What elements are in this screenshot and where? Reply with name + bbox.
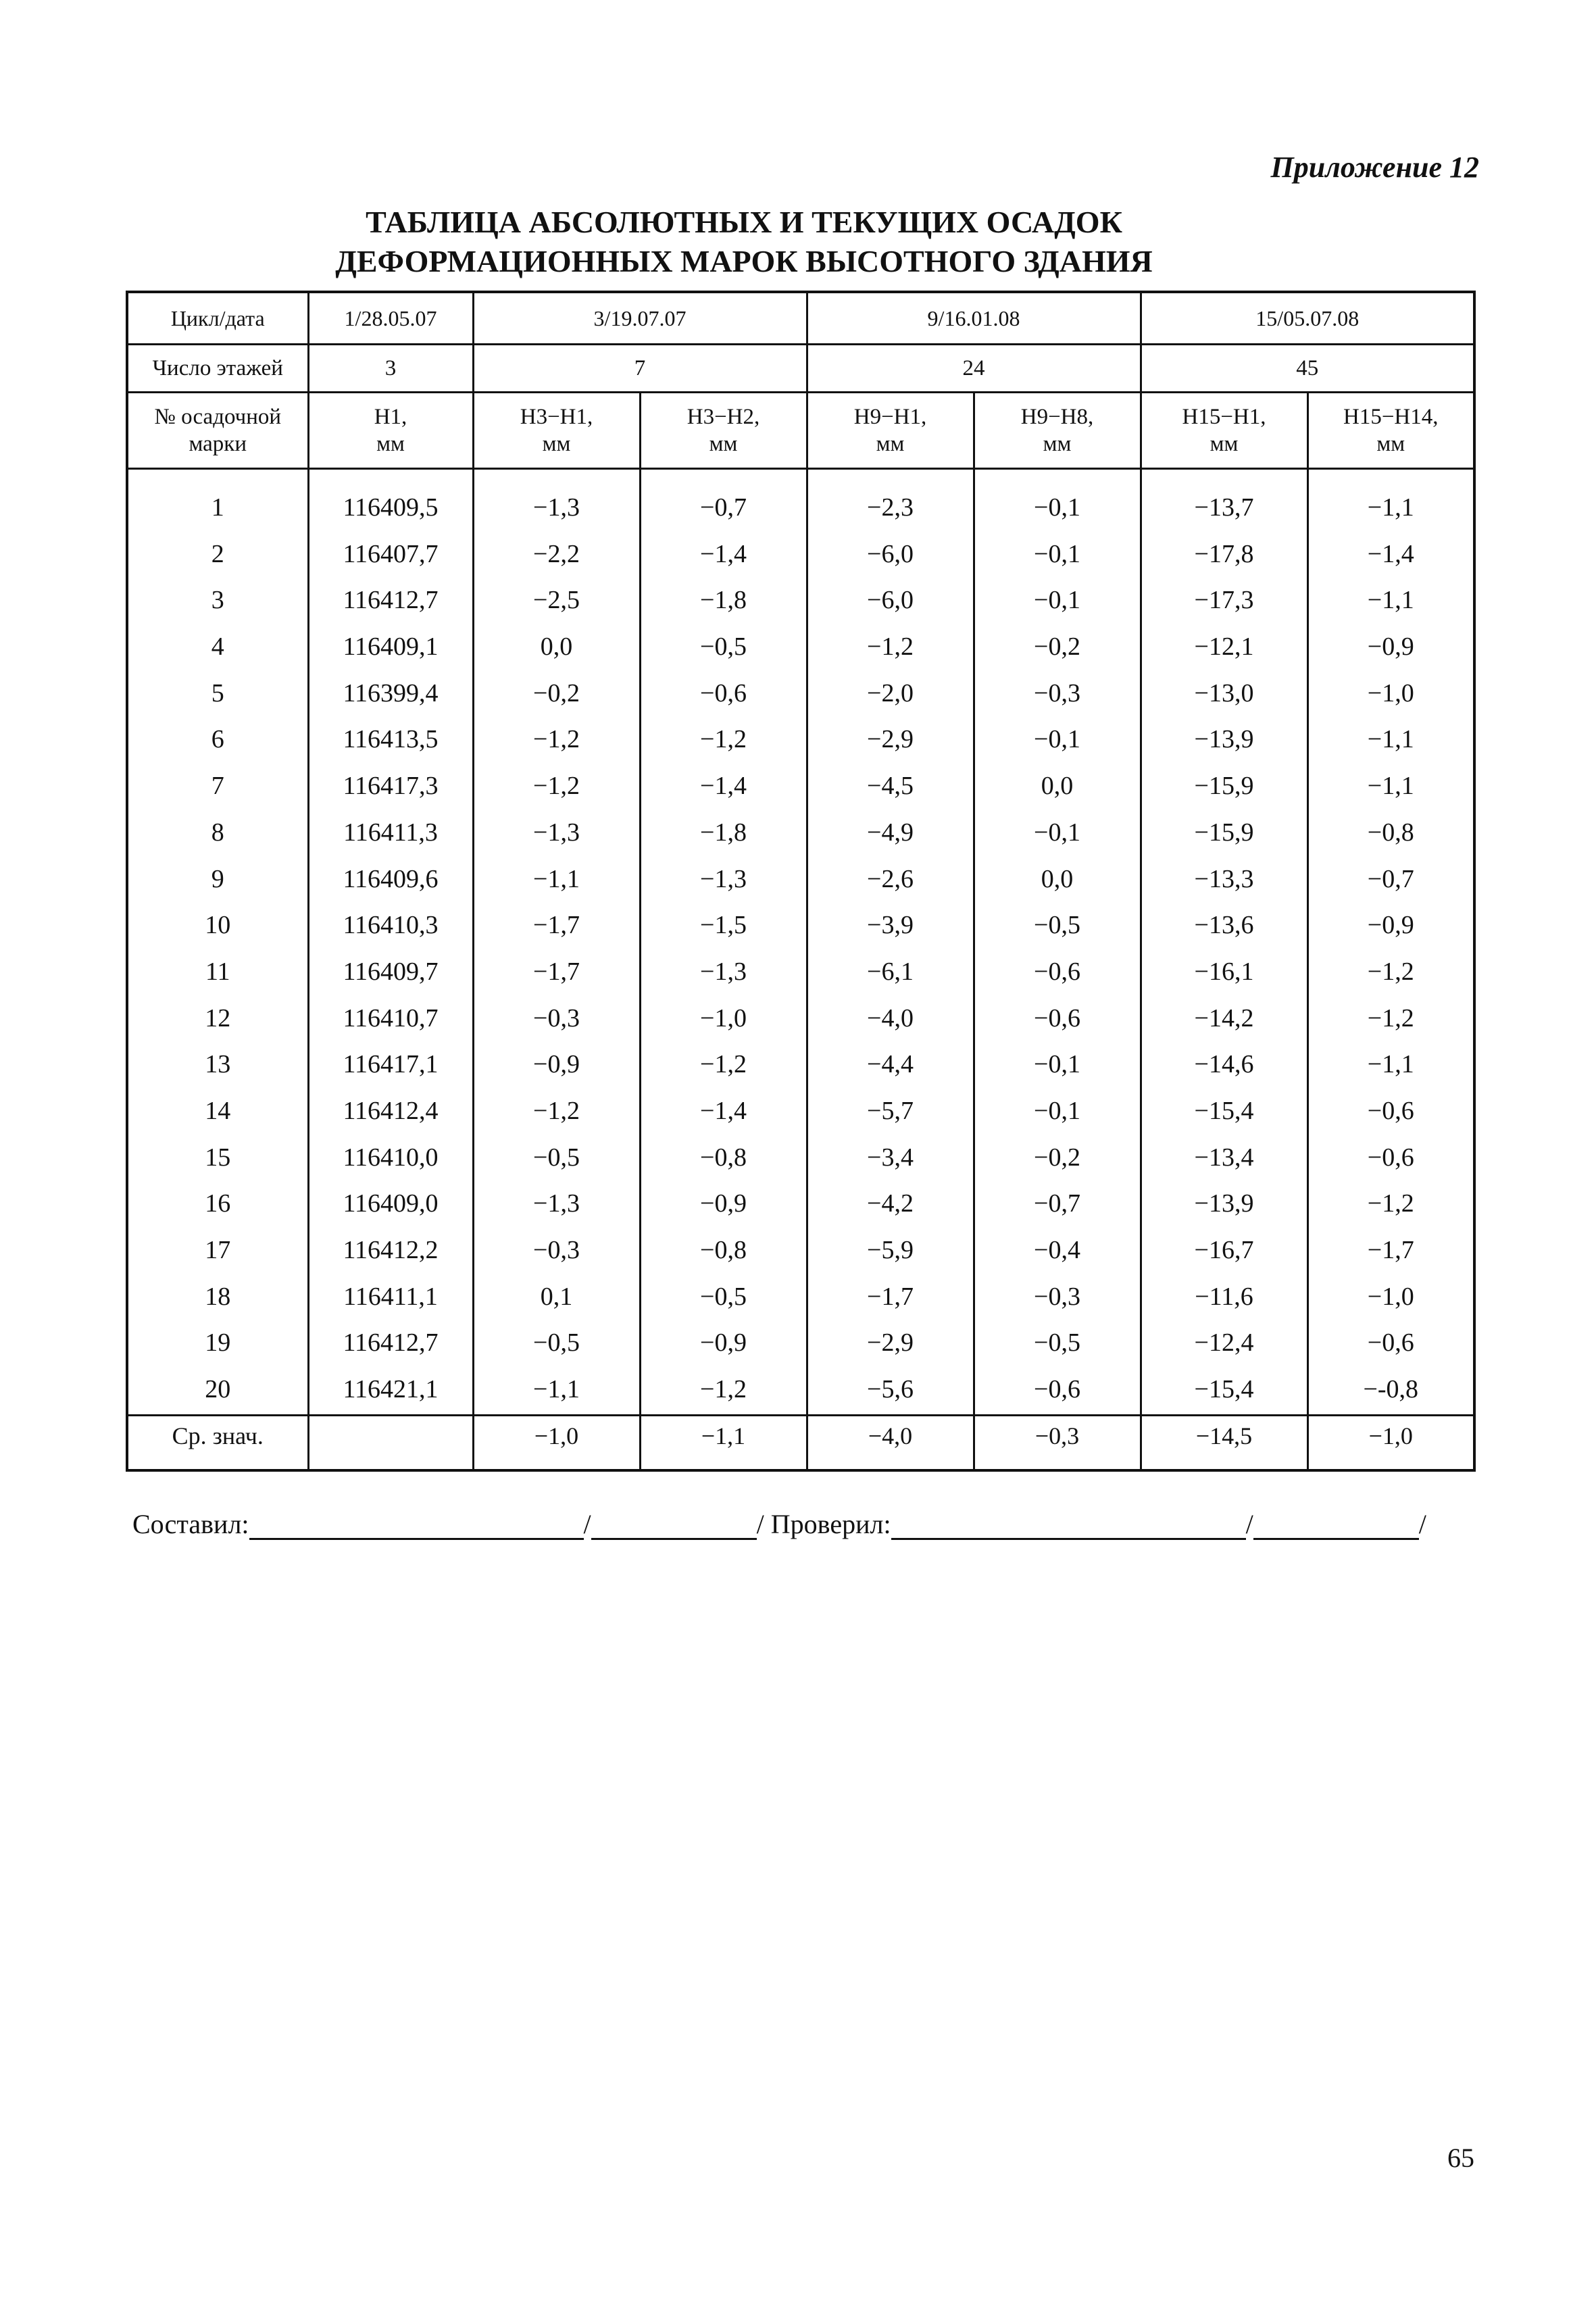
value-cell: −13,6 xyxy=(1194,911,1254,940)
value-cell: −16,7 xyxy=(1194,1236,1254,1264)
column-header-name: H9−H8, xyxy=(1020,405,1094,429)
value-cell: −1,7 xyxy=(533,957,580,986)
settlement-table xyxy=(126,291,1476,1472)
value-cell: 0,1 xyxy=(540,1282,573,1311)
value-cell: −1,1 xyxy=(1367,493,1414,522)
mark-number-cell: 7 xyxy=(211,772,224,801)
value-cell: 0,0 xyxy=(1041,864,1074,893)
value-cell: −2,3 xyxy=(867,493,914,522)
value-cell: −0,1 xyxy=(1034,586,1080,615)
value-cell: −11,6 xyxy=(1195,1282,1253,1311)
average-cell: −1,0 xyxy=(1307,1416,1474,1471)
mark-number-cell: 19 xyxy=(205,1328,231,1358)
value-cell: −1,2 xyxy=(700,1050,747,1079)
value-cell: −4,2 xyxy=(867,1189,914,1218)
mark-number-cell: 11 xyxy=(205,957,230,986)
value-cell: −5,7 xyxy=(867,1096,914,1125)
value-cell: −0,6 xyxy=(700,678,747,707)
value-cell: −0,1 xyxy=(1034,1096,1080,1125)
separator: / xyxy=(583,1509,591,1539)
column-header-name: H3−H1, xyxy=(520,405,593,429)
mark-number-cell: 9 xyxy=(211,864,224,893)
average-cell: −14,5 xyxy=(1141,1416,1307,1471)
mark-number-cell: 4 xyxy=(211,632,224,662)
value-cell: −4,4 xyxy=(867,1050,914,1079)
value-cell: −0,5 xyxy=(533,1143,580,1172)
value-cell: −0,9 xyxy=(700,1189,747,1218)
column-header xyxy=(807,393,974,469)
value-cell: −1,2 xyxy=(533,772,580,801)
value-cell: 116409,7 xyxy=(343,957,439,986)
checked-by-label: Проверил: xyxy=(770,1509,891,1539)
value-cell: −4,5 xyxy=(867,772,914,801)
value-cell: −2,9 xyxy=(867,1328,914,1358)
value-cell: −1,0 xyxy=(1367,678,1414,707)
column-header-name: H9−H1, xyxy=(853,405,927,429)
mark-number-cell: 14 xyxy=(205,1096,231,1125)
value-cell: −14,2 xyxy=(1194,1003,1254,1032)
value-cell: −0,9 xyxy=(700,1328,747,1358)
value-cell: −13,9 xyxy=(1194,725,1254,754)
floors-cell: 24 xyxy=(807,345,1141,393)
mark-number-cell: 18 xyxy=(205,1282,231,1311)
value-cell: −1,0 xyxy=(700,1003,747,1032)
value-cell: −0,6 xyxy=(1034,957,1080,986)
value-cell: −15,9 xyxy=(1194,818,1254,847)
floors-cell: 45 xyxy=(1141,345,1474,393)
average-cell: −4,0 xyxy=(807,1416,974,1471)
value-cell: 116407,7 xyxy=(343,539,439,568)
value-cell: −1,2 xyxy=(533,1096,580,1125)
mark-number-cell: 2 xyxy=(211,539,224,568)
compiled-by-signature-line[interactable] xyxy=(591,1514,757,1540)
average-cell: −0,3 xyxy=(974,1416,1141,1471)
value-cell: 116399,4 xyxy=(343,678,439,707)
value-cell: −1,2 xyxy=(1367,1189,1414,1218)
mark-number-cell: 12 xyxy=(205,1003,231,1032)
checked-by-signature-line[interactable] xyxy=(1253,1514,1419,1540)
value-cell: −6,0 xyxy=(867,586,914,615)
value-cell: −1,2 xyxy=(533,725,580,754)
column-header-unit: мм xyxy=(376,432,405,456)
value-cell: 116410,7 xyxy=(343,1003,439,1032)
value-cell: −13,7 xyxy=(1194,493,1254,522)
title-line-1: ТАБЛИЦА АБСОЛЮТНЫХ И ТЕКУЩИХ ОСАДОК xyxy=(366,205,1122,239)
value-cell: −0,1 xyxy=(1034,539,1080,568)
document-title xyxy=(0,203,1596,281)
value-column xyxy=(1307,469,1474,1416)
value-cell: −0,2 xyxy=(1034,1143,1080,1172)
value-cell: 0,0 xyxy=(540,632,573,662)
column-header-name: H1, xyxy=(374,405,407,429)
column-header xyxy=(640,393,807,469)
floors-cell: 7 xyxy=(473,345,807,393)
column-header xyxy=(974,393,1141,469)
value-cell: −1,0 xyxy=(1367,1282,1414,1311)
value-cell: −0,9 xyxy=(533,1050,580,1079)
column-header-unit: мм xyxy=(876,432,905,456)
value-cell: −0,2 xyxy=(1034,632,1080,662)
value-cell: −15,9 xyxy=(1194,772,1254,801)
value-column xyxy=(640,469,807,1416)
value-cell: −0,6 xyxy=(1367,1096,1414,1125)
value-cell: −1,2 xyxy=(1367,957,1414,986)
value-cell: −0,1 xyxy=(1034,725,1080,754)
mark-number-header-line1: № осадочной xyxy=(154,405,282,429)
value-column xyxy=(473,469,640,1416)
value-cell: −1,7 xyxy=(867,1282,914,1311)
value-cell: −0,5 xyxy=(533,1328,580,1358)
value-cell: −1,8 xyxy=(700,586,747,615)
value-cell: −6,0 xyxy=(867,539,914,568)
value-cell: −0,2 xyxy=(533,678,580,707)
cycle-date-cell: 1/28.05.07 xyxy=(308,292,473,345)
value-cell: −1,1 xyxy=(1367,1050,1414,1079)
value-cell: −5,9 xyxy=(867,1236,914,1264)
value-cell: 116417,1 xyxy=(343,1050,439,1079)
mark-number-cell: 10 xyxy=(205,911,231,940)
value-cell: −2,5 xyxy=(533,586,580,615)
value-cell: −6,1 xyxy=(867,957,914,986)
value-cell: −3,9 xyxy=(867,911,914,940)
value-cell: −2,6 xyxy=(867,864,914,893)
value-cell: 116409,0 xyxy=(343,1189,439,1218)
value-cell: −13,0 xyxy=(1194,678,1254,707)
mark-number-header xyxy=(127,393,308,469)
value-cell: −12,1 xyxy=(1194,632,1254,662)
value-cell: 116412,2 xyxy=(343,1236,439,1264)
value-cell: −17,3 xyxy=(1194,586,1254,615)
value-cell: −1,4 xyxy=(700,1096,747,1125)
value-column xyxy=(807,469,974,1416)
column-header-name: H3−H2, xyxy=(687,405,760,429)
value-column xyxy=(1141,469,1307,1416)
mark-number-cell: 5 xyxy=(211,678,224,707)
value-cell: 116409,1 xyxy=(343,632,439,662)
compiled-by-label: Составил: xyxy=(132,1509,249,1539)
value-column xyxy=(974,469,1141,1416)
value-cell: −13,4 xyxy=(1194,1143,1254,1172)
floors-label: Число этажей xyxy=(127,345,308,393)
mark-number-cell: 6 xyxy=(211,725,224,754)
average-cell xyxy=(308,1416,473,1471)
value-cell: −1,2 xyxy=(1367,1003,1414,1032)
value-cell: −0,9 xyxy=(1367,911,1414,940)
value-cell: −1,3 xyxy=(700,864,747,893)
value-cell: −0,1 xyxy=(1034,818,1080,847)
value-cell: −1,1 xyxy=(533,1375,580,1404)
mark-number-cell: 3 xyxy=(211,586,224,615)
value-cell: 116421,1 xyxy=(343,1375,439,1404)
cycle-date-row xyxy=(127,292,1474,345)
value-cell: −0,3 xyxy=(1034,1282,1080,1311)
separator: / xyxy=(756,1509,764,1539)
value-cell: −-0,8 xyxy=(1363,1375,1419,1404)
value-cell: −0,7 xyxy=(1367,864,1414,893)
value-cell: −1,3 xyxy=(700,957,747,986)
title-line-2: ДЕФОРМАЦИОННЫХ МАРОК ВЫСОТНОГО ЗДАНИЯ xyxy=(335,244,1153,278)
value-cell: 116410,0 xyxy=(343,1143,439,1172)
mark-number-cell: 17 xyxy=(205,1236,231,1264)
value-cell: −1,5 xyxy=(700,911,747,940)
average-label: Ср. знач. xyxy=(127,1416,308,1471)
value-cell: −12,4 xyxy=(1194,1328,1254,1358)
separator: / xyxy=(1418,1509,1426,1539)
value-cell: 116412,4 xyxy=(343,1096,439,1125)
value-cell: −0,8 xyxy=(700,1236,747,1264)
column-header-name: H15−H14, xyxy=(1343,405,1439,429)
value-cell: −3,4 xyxy=(867,1143,914,1172)
value-cell: −2,2 xyxy=(533,539,580,568)
value-cell: −1,8 xyxy=(700,818,747,847)
value-cell: −0,6 xyxy=(1367,1143,1414,1172)
data-body-row xyxy=(127,469,1474,1416)
value-cell: −0,3 xyxy=(533,1236,580,1264)
average-cell: −1,1 xyxy=(640,1416,807,1471)
value-cell: 116409,6 xyxy=(343,864,439,893)
cycle-date-label: Цикл/дата xyxy=(127,292,308,345)
column-header xyxy=(473,393,640,469)
compiled-by-name-line[interactable] xyxy=(249,1514,584,1540)
mark-number-cell: 13 xyxy=(205,1050,231,1079)
cycle-date-cell: 15/05.07.08 xyxy=(1141,292,1474,345)
value-cell: −0,8 xyxy=(700,1143,747,1172)
value-cell: −0,9 xyxy=(1367,632,1414,662)
value-cell: −1,7 xyxy=(1367,1236,1414,1264)
value-cell: −0,6 xyxy=(1034,1375,1080,1404)
column-header xyxy=(1307,393,1474,469)
value-cell: −17,8 xyxy=(1194,539,1254,568)
value-column xyxy=(308,469,473,1416)
appendix-label: Приложение 12 xyxy=(1270,151,1479,184)
mark-number-header-line2: марки xyxy=(189,432,247,456)
value-cell: −16,1 xyxy=(1194,957,1254,986)
mark-number-cell: 1 xyxy=(211,493,224,522)
value-cell: −0,8 xyxy=(1367,818,1414,847)
column-header-unit: мм xyxy=(1043,432,1072,456)
value-cell: 116412,7 xyxy=(343,586,439,615)
column-header-row xyxy=(127,393,1474,469)
column-header-unit: мм xyxy=(709,432,738,456)
checked-by-name-line[interactable] xyxy=(891,1514,1246,1540)
column-header-name: H15−H1, xyxy=(1182,405,1266,429)
value-cell: −1,4 xyxy=(700,772,747,801)
value-cell: −15,4 xyxy=(1194,1375,1254,1404)
column-header-unit: мм xyxy=(1210,432,1239,456)
value-cell: −1,1 xyxy=(1367,772,1414,801)
page-number: 65 xyxy=(1447,2143,1474,2173)
cycle-date-cell: 3/19.07.07 xyxy=(473,292,807,345)
separator: / xyxy=(1245,1509,1253,1539)
value-cell: −0,5 xyxy=(1034,911,1080,940)
value-cell: −1,3 xyxy=(533,493,580,522)
average-row xyxy=(127,1416,1474,1471)
value-cell: −14,6 xyxy=(1194,1050,1254,1079)
value-cell: 0,0 xyxy=(1041,772,1074,801)
value-cell: −5,6 xyxy=(867,1375,914,1404)
value-cell: −0,3 xyxy=(1034,678,1080,707)
value-cell: −2,9 xyxy=(867,725,914,754)
value-cell: 116411,1 xyxy=(343,1282,438,1311)
signature-block xyxy=(132,1508,1426,1540)
value-cell: 116412,7 xyxy=(343,1328,439,1358)
value-cell: −1,2 xyxy=(700,725,747,754)
value-cell: −1,1 xyxy=(1367,586,1414,615)
value-cell: 116409,5 xyxy=(343,493,439,522)
value-cell: −4,9 xyxy=(867,818,914,847)
cycle-date-cell: 9/16.01.08 xyxy=(807,292,1141,345)
column-header-unit: мм xyxy=(542,432,571,456)
value-cell: −1,2 xyxy=(700,1375,747,1404)
value-cell: −1,3 xyxy=(533,1189,580,1218)
value-cell: 116411,3 xyxy=(343,818,438,847)
value-cell: −13,3 xyxy=(1194,864,1254,893)
value-cell: −15,4 xyxy=(1194,1096,1254,1125)
average-cell: −1,0 xyxy=(473,1416,640,1471)
value-cell: 116413,5 xyxy=(343,725,439,754)
value-cell: −1,1 xyxy=(1367,725,1414,754)
value-cell: −1,4 xyxy=(1367,539,1414,568)
value-cell: −0,1 xyxy=(1034,1050,1080,1079)
mark-number-cell: 8 xyxy=(211,818,224,847)
column-header-unit: мм xyxy=(1376,432,1405,456)
value-cell: −0,1 xyxy=(1034,493,1080,522)
value-cell: −13,9 xyxy=(1194,1189,1254,1218)
value-cell: −0,4 xyxy=(1034,1236,1080,1264)
value-cell: −1,4 xyxy=(700,539,747,568)
value-cell: −2,0 xyxy=(867,678,914,707)
value-cell: −1,2 xyxy=(867,632,914,662)
value-cell: −4,0 xyxy=(867,1003,914,1032)
value-cell: −0,6 xyxy=(1034,1003,1080,1032)
value-cell: −0,7 xyxy=(1034,1189,1080,1218)
value-cell: −0,5 xyxy=(700,1282,747,1311)
value-cell: 116417,3 xyxy=(343,772,439,801)
value-cell: −1,1 xyxy=(533,864,580,893)
mark-number-column xyxy=(127,469,308,1416)
column-header xyxy=(1141,393,1307,469)
floors-row xyxy=(127,345,1474,393)
value-cell: −0,7 xyxy=(700,493,747,522)
value-cell: −0,5 xyxy=(1034,1328,1080,1358)
value-cell: −0,5 xyxy=(700,632,747,662)
value-cell: −0,6 xyxy=(1367,1328,1414,1358)
value-cell: 116410,3 xyxy=(343,911,439,940)
mark-number-cell: 16 xyxy=(205,1189,231,1218)
floors-cell: 3 xyxy=(308,345,473,393)
mark-number-cell: 15 xyxy=(205,1143,231,1172)
value-cell: −1,7 xyxy=(533,911,580,940)
column-header xyxy=(308,393,473,469)
value-cell: −0,3 xyxy=(533,1003,580,1032)
value-cell: −1,3 xyxy=(533,818,580,847)
mark-number-cell: 20 xyxy=(205,1375,231,1404)
